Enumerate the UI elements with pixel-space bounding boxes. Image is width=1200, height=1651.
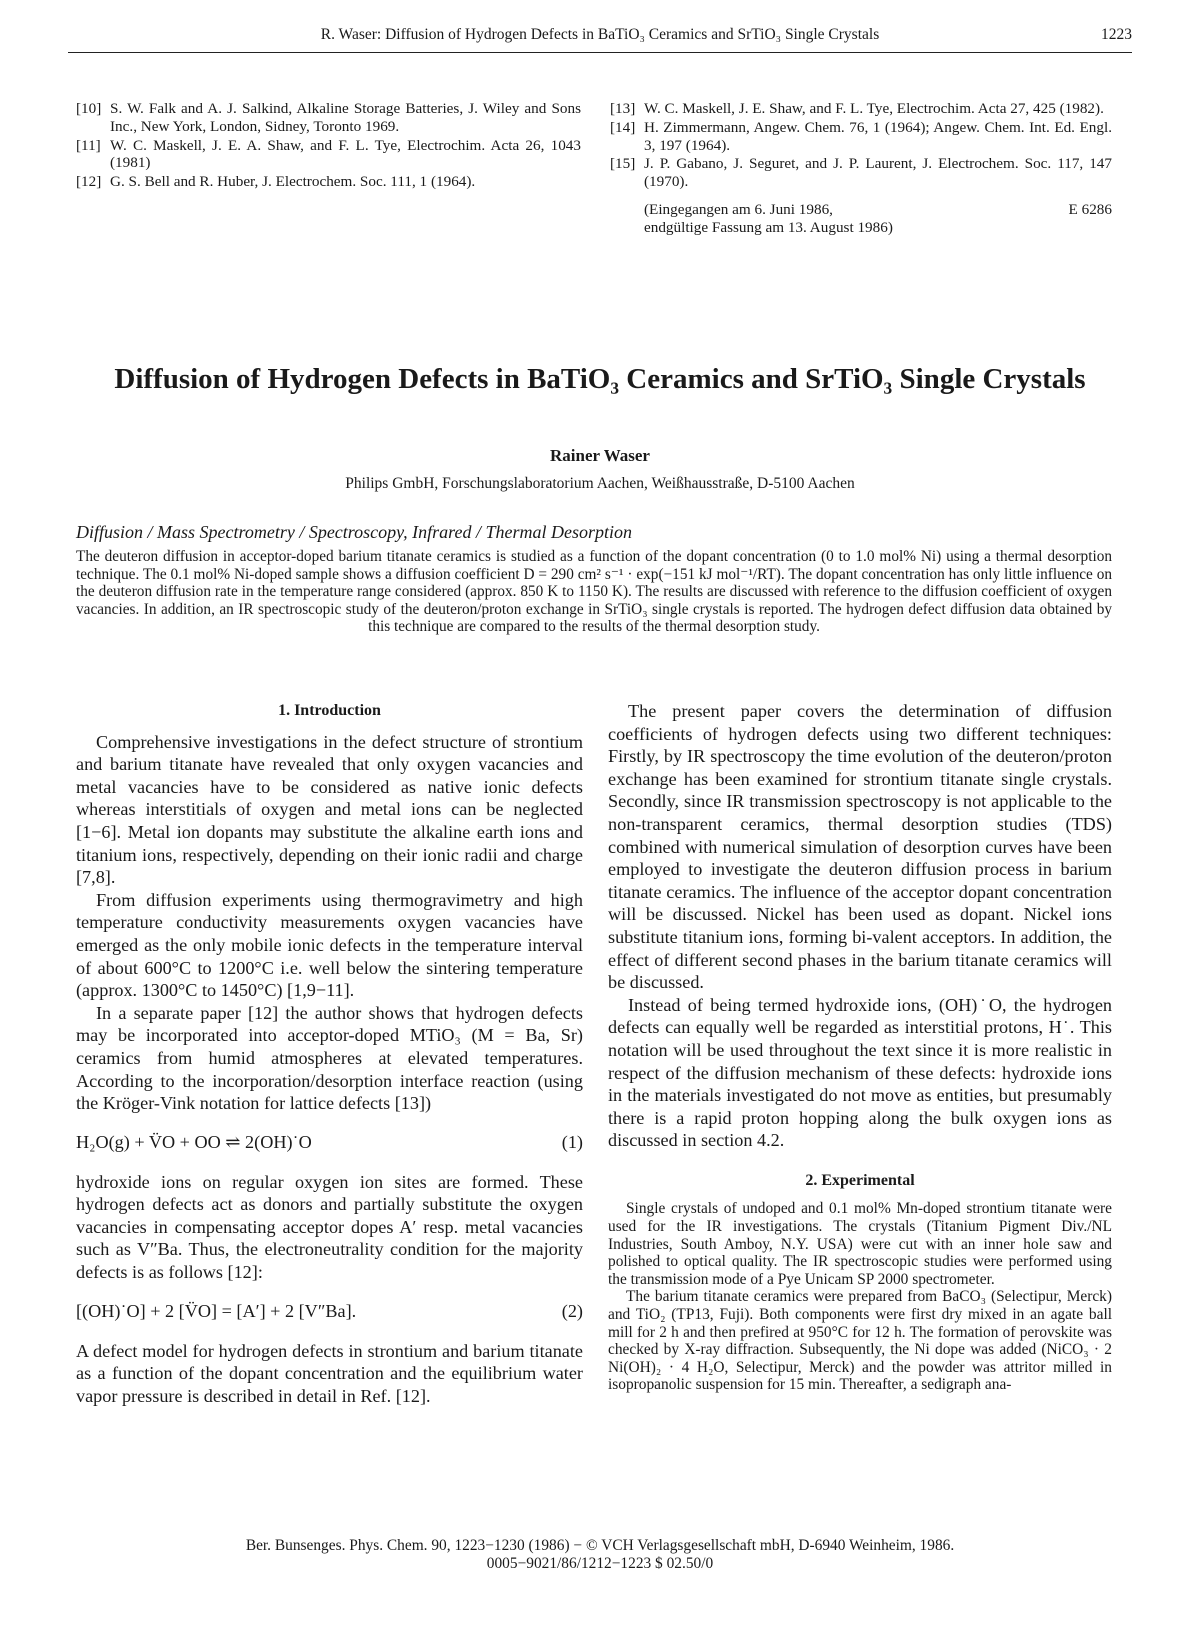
- reference-number: [12]: [76, 173, 102, 191]
- references-left: [76, 100, 581, 192]
- section-heading-introduction: 1. Introduction: [278, 702, 381, 719]
- abstract: The deuteron diffusion in acceptor-doped barium titanate ceramics is studied as a function of the dopant concentration (0 to 1.0 mol% Ni) using a thermal desorption technique. The 0.1 mol% Ni-doped sample shows a diffusion coefficient D = 290 cm² s⁻¹ · exp(−151 kJ mol⁻¹/RT). The dopant concentration has only little influence on the deuteron diffusion rate in the temperature range considered (approx. 850 K to 1150 K). The results are discussed with reference to the diffusion coefficient of oxygen vacancies. In addition, an IR spectroscopic study of the deuteron/proton exchange in SrTiO₃ single crystals is reported. The hydrogen defect diffusion data obtained by this technique are compared to the results of the thermal desorption study.: [76, 548, 1112, 636]
- reference-text: G. S. Bell and R. Huber, J. Electrochem. Soc. 111, 1 (1964).: [110, 173, 476, 191]
- equation-1: [76, 1129, 583, 1157]
- paragraph: From diffusion experiments using thermogravimetry and high temperature conductivity measurements oxygen vacancies have emerged as the only mobile ionic defects in the temperature interval of about 600°C to 1200°C i.e. well below the sintering temperature (approx. 1300°C to 1450°C) [1,9−11].: [76, 889, 583, 1001]
- reference-item: [76, 173, 581, 191]
- reference-number: [15]: [610, 155, 636, 173]
- reference-text: W. C. Maskell, J. E. Shaw, and F. L. Tye, Electrochim. Acta 27, 425 (1982).: [644, 100, 1104, 117]
- reference-item: [76, 100, 581, 136]
- left-column: [76, 700, 583, 1407]
- reference-number: [10]: [76, 100, 102, 117]
- experimental-text: [608, 1200, 1112, 1394]
- equation-body: [(OH)˙O] + 2 [V̈O] = [A′] + 2 [V″Ba].: [76, 1300, 357, 1321]
- article-title: Diffusion of Hydrogen Defects in BaTiO₃ Ceramics and SrTiO₃ Single Crystals: [114, 363, 1086, 395]
- paragraph: The barium titanate ceramics were prepared from BaCO₃ (Selectipur, Merck) and TiO₂ (TP13, Fuji). Both components were first dry mixed in an agate ball mill for 2 h and then prefired at 950°C for 12 h. The formation of perovskite was checked by X-ray diffraction. Subsequently, the Ni dope was added (NiCO₃ · 2 Ni(OH)₂ · 4 H₂O, Selectipur, Merck) and the powder was attritor milled in isopropanolic suspension for 15 min. Thereafter, a sedigraph ana-: [608, 1288, 1112, 1394]
- equation-2: [76, 1298, 583, 1326]
- article-author: Rainer Waser: [550, 446, 650, 465]
- paragraph: A defect model for hydrogen defects in strontium and barium titanate as a function of the dopant concentration and the equilibrium water vapor pressure is described in detail in Ref. [12].: [76, 1340, 583, 1406]
- paragraph: Single crystals of undoped and 0.1 mol% Mn-doped strontium titanate were used for the IR investigations. The crystals (Titanium Pigment Div./NL Industries, South Amboy, N.Y. USA) were cut with an inner hole saw and polished to optical quality. The IR spectroscopic studies were performed using the transmission mode of a Pye Unicam SP 2000 spectrometer.: [608, 1200, 1112, 1288]
- paragraph: Comprehensive investigations in the defect structure of strontium and barium titanate have revealed that only oxygen vacancies and metal vacancies have to be considered as native ionic defects whereas interstitials of oxygen and metal ions can be neglected [1−6]. Metal ion dopants may substitute the alkaline earth ions and titanium ions, respectively, depending on their ionic radii and charge [7,8].: [76, 731, 583, 888]
- reference-number: [14]: [610, 118, 636, 136]
- reference-number: [11]: [76, 136, 101, 154]
- citation-line: Ber. Bunsenges. Phys. Chem. 90, 1223−1230 (1986) − © VCH Verlagsgesellschaft mbH, D-6940 Weinheim, 1986.: [245, 1537, 955, 1554]
- right-column: [608, 700, 1112, 1394]
- page-number: 1223: [1101, 26, 1132, 43]
- reference-item: [76, 137, 581, 173]
- paragraph: In a separate paper [12] the author shows that hydrogen defects may be incorporated into acceptor-doped MTiO₃ (M = Ba, Sr) ceramics from humid atmospheres at elevated temperatures. According to the incorporation/desorption interface reaction (using the Kröger-Vink notation for lattice defects [13]): [76, 1002, 583, 1114]
- received-date: (Eingegangen am 6. Juni 1986,: [644, 200, 833, 218]
- paragraph: Instead of being termed hydroxide ions, (OH)˙O, the hydrogen defects can equally well be regarded as interstitial protons, H˙. This notation will be used throughout the text since it is more realistic in respect of the diffusion mechanism of these defects: hydroxide ions in the materials investigated do not move as entities, but presumably there is a rapid proton hopping along the bulk oxygen ions as discussed in section 4.2.: [608, 994, 1112, 1151]
- author-affiliation: Philips GmbH, Forschungslaboratorium Aachen, Weißhausstraße, D-5100 Aachen: [345, 475, 855, 492]
- paragraph: hydroxide ions on regular oxygen ion sites are formed. These hydrogen defects act as donors and partially substitute the oxygen vacancies in compensating acceptor dopes A′ resp. metal vacancies such as V″Ba. Thus, the electroneutrality condition for the majority defects is as follows [12]:: [76, 1171, 583, 1283]
- page-footer: [0, 1537, 1200, 1573]
- reference-number: [13]: [610, 100, 636, 117]
- equation-body: H₂O(g) + V̈O + OO ⇌ 2(OH)˙O: [76, 1131, 312, 1152]
- equation-number: (2): [561, 1300, 583, 1321]
- reference-text: S. W. Falk and A. J. Salkind, Alkaline Storage Batteries, J. Wiley and Sons Inc., New York, London, Sidney, Toronto 1969.: [110, 100, 581, 135]
- reference-text: J. P. Gabano, J. Seguret, and J. P. Laurent, J. Electrochem. Soc. 117, 147 (1970).: [644, 155, 1112, 191]
- section-heading-experimental: 2. Experimental: [805, 1171, 915, 1189]
- reference-item: [610, 119, 1112, 155]
- issn-line: 0005−9021/86/1212−1223 $ 02.50/0: [486, 1555, 714, 1572]
- running-head-title: R. Waser: Diffusion of Hydrogen Defects in BaTiO₃ Ceramics and SrTiO₃ Single Crystals: [320, 26, 880, 43]
- reference-text: H. Zimmermann, Angew. Chem. 76, 1 (1964); Angew. Chem. Int. Ed. Engl. 3, 197 (1964).: [644, 118, 1112, 154]
- reference-text: W. C. Maskell, J. E. A. Shaw, and F. L. Tye, Electrochim. Acta 26, 1043 (1981): [110, 136, 581, 172]
- final-version-date: endgültige Fassung am 13. August 1986): [644, 218, 893, 236]
- keywords: Diffusion / Mass Spectrometry / Spectroscopy, Infrared / Thermal Desorption: [76, 522, 632, 542]
- reference-item: [610, 100, 1112, 118]
- references-right: [610, 100, 1112, 237]
- paragraph: The present paper covers the determination of diffusion coefficients of hydrogen defects using two different techniques: Firstly, by IR spectroscopy the time evolution of the deuteron/proton exchange has been examined for strontium titanate single crystals. Secondly, since IR transmission spectroscopy is not applicable to the non-transparent ceramics, thermal desorption studies (TDS) combined with numerical simulation of desorption curves have been employed to investigate the deuteron diffusion process in barium titanate ceramics. The influence of the acceptor dopant concentration will be discussed. Nickel has been used as dopant. Nickel ions substitute titanium ions, forming bi-valent acceptors. In addition, the effect of different second phases in the barium titanate ceramics will be discussed.: [608, 701, 1112, 993]
- reference-item: [610, 155, 1112, 191]
- manuscript-code: E 6286: [1068, 200, 1112, 218]
- received-note: [610, 201, 1112, 237]
- running-head: [68, 24, 1132, 53]
- equation-number: (1): [561, 1131, 583, 1152]
